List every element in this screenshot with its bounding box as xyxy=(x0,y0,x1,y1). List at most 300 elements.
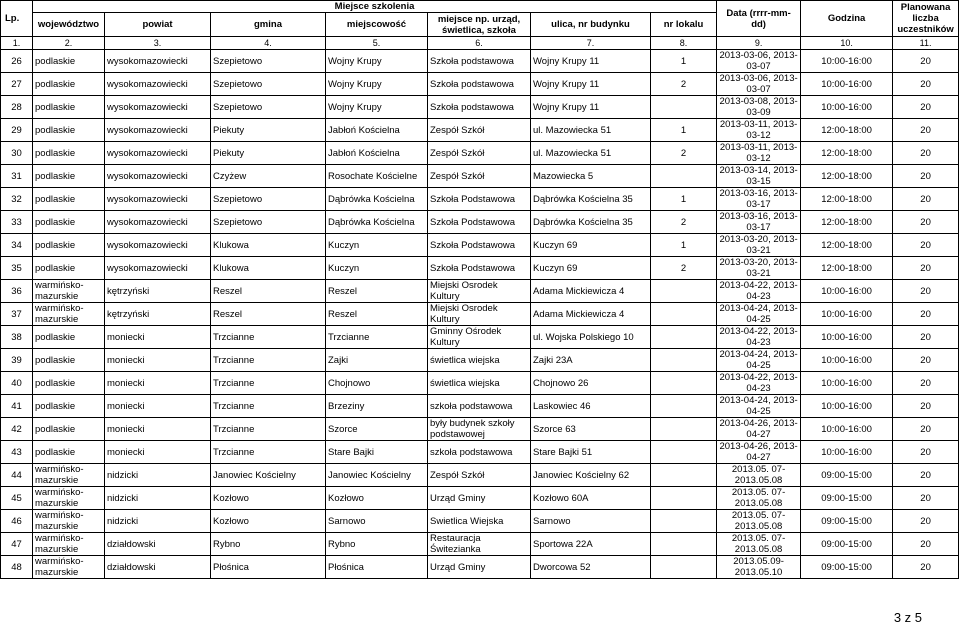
data-cell: 2013.05.09-2013.05.10 xyxy=(717,556,801,579)
miejsce-cell: Szkoła Podstawowa xyxy=(428,257,531,280)
ulica-cell: Kuczyn 69 xyxy=(531,234,651,257)
ulica-cell: Zajki 23A xyxy=(531,349,651,372)
ulica-cell: Wojny Krupy 11 xyxy=(531,73,651,96)
table-row xyxy=(1,487,959,510)
lp-cell: 37 xyxy=(1,303,33,326)
table-row xyxy=(1,165,959,188)
lp-cell: 45 xyxy=(1,487,33,510)
col-number: 9. xyxy=(717,37,801,50)
woj-cell: podlaskie xyxy=(33,73,105,96)
woj-cell: podlaskie xyxy=(33,372,105,395)
gmina-cell: Klukowa xyxy=(211,234,326,257)
miejsce-cell: były budynek szkoły podstawowej xyxy=(428,418,531,441)
gmina-cell: Trzcianne xyxy=(211,418,326,441)
lp-cell: 40 xyxy=(1,372,33,395)
ulica-cell: Dworcowa 52 xyxy=(531,556,651,579)
gmina-cell: Piekuty xyxy=(211,119,326,142)
miejsce-cell: Szkoła podstawowa xyxy=(428,50,531,73)
data-cell: 2013-03-11, 2013-03-12 xyxy=(717,119,801,142)
table-row xyxy=(1,211,959,234)
powiat-cell: wysokomazowiecki xyxy=(105,73,211,96)
table-row xyxy=(1,257,959,280)
lokal-cell xyxy=(651,464,717,487)
table-row xyxy=(1,142,959,165)
gmina-cell: Trzcianne xyxy=(211,395,326,418)
powiat-cell: nidzicki xyxy=(105,510,211,533)
liczba-cell: 20 xyxy=(893,211,959,234)
lokal-cell: 1 xyxy=(651,119,717,142)
woj-cell: podlaskie xyxy=(33,165,105,188)
lp-cell: 35 xyxy=(1,257,33,280)
gmina-cell: Trzcianne xyxy=(211,372,326,395)
liczba-cell: 20 xyxy=(893,142,959,165)
table-row xyxy=(1,395,959,418)
liczba-cell: 20 xyxy=(893,556,959,579)
col-number: 2. xyxy=(33,37,105,50)
ulica-cell: Sarnowo xyxy=(531,510,651,533)
liczba-cell: 20 xyxy=(893,510,959,533)
table-body xyxy=(1,50,959,579)
lokal-cell xyxy=(651,533,717,556)
miejsce-cell: świetlica wiejska xyxy=(428,349,531,372)
powiat-cell: moniecki xyxy=(105,372,211,395)
godzina-cell: 12:00-18:00 xyxy=(801,165,893,188)
lokal-cell xyxy=(651,395,717,418)
godzina-cell: 10:00-16:00 xyxy=(801,326,893,349)
lp-cell: 36 xyxy=(1,280,33,303)
miejscowosc-cell: Dąbrówka Kościelna xyxy=(326,188,428,211)
miejscowosc-cell: Rosochate Kościelne xyxy=(326,165,428,188)
data-cell: 2013-03-06, 2013-03-07 xyxy=(717,73,801,96)
table-row xyxy=(1,418,959,441)
gmina-cell: Trzcianne xyxy=(211,326,326,349)
liczba-cell: 20 xyxy=(893,303,959,326)
woj-cell: warmińsko-mazurskie xyxy=(33,487,105,510)
table-row xyxy=(1,349,959,372)
godzina-cell: 10:00-16:00 xyxy=(801,73,893,96)
miejsce-cell: świetlica wiejska xyxy=(428,372,531,395)
header-miejscowosc: miejscowość xyxy=(326,13,428,37)
miejsce-cell: Restauracja Świtezianka xyxy=(428,533,531,556)
header-woj: województwo xyxy=(33,13,105,37)
gmina-cell: Szepietowo xyxy=(211,50,326,73)
godzina-cell: 12:00-18:00 xyxy=(801,257,893,280)
woj-cell: podlaskie xyxy=(33,349,105,372)
col-number: 3. xyxy=(105,37,211,50)
godzina-cell: 10:00-16:00 xyxy=(801,280,893,303)
data-cell: 2013-03-20, 2013-03-21 xyxy=(717,257,801,280)
gmina-cell: Reszel xyxy=(211,280,326,303)
table-row xyxy=(1,556,959,579)
woj-cell: podlaskie xyxy=(33,211,105,234)
liczba-cell: 20 xyxy=(893,73,959,96)
liczba-cell: 20 xyxy=(893,326,959,349)
gmina-cell: Janowiec Kościelny xyxy=(211,464,326,487)
ulica-cell: Mazowiecka 5 xyxy=(531,165,651,188)
miejscowosc-cell: Jabłoń Kościelna xyxy=(326,142,428,165)
godzina-cell: 10:00-16:00 xyxy=(801,349,893,372)
ulica-cell: ul. Mazowiecka 51 xyxy=(531,119,651,142)
header-liczba: Planowana liczba uczestników xyxy=(893,1,959,37)
miejscowosc-cell: Sarnowo xyxy=(326,510,428,533)
lokal-cell: 1 xyxy=(651,234,717,257)
lokal-cell xyxy=(651,418,717,441)
miejscowosc-cell: Janowiec Kościelny xyxy=(326,464,428,487)
godzina-cell: 10:00-16:00 xyxy=(801,96,893,119)
miejsce-cell: Zespół Szkół xyxy=(428,165,531,188)
liczba-cell: 20 xyxy=(893,533,959,556)
data-cell: 2013-04-24, 2013-04-25 xyxy=(717,395,801,418)
gmina-cell: Szepietowo xyxy=(211,211,326,234)
ulica-cell: Adama Mickiewicza 4 xyxy=(531,280,651,303)
lokal-cell xyxy=(651,487,717,510)
godzina-cell: 12:00-18:00 xyxy=(801,234,893,257)
miejscowosc-cell: Trzcianne xyxy=(326,326,428,349)
lokal-cell: 2 xyxy=(651,211,717,234)
liczba-cell: 20 xyxy=(893,257,959,280)
lokal-cell: 2 xyxy=(651,257,717,280)
lp-cell: 39 xyxy=(1,349,33,372)
powiat-cell: moniecki xyxy=(105,418,211,441)
liczba-cell: 20 xyxy=(893,50,959,73)
col-number: 5. xyxy=(326,37,428,50)
powiat-cell: wysokomazowiecki xyxy=(105,165,211,188)
powiat-cell: wysokomazowiecki xyxy=(105,188,211,211)
table-row xyxy=(1,326,959,349)
woj-cell: podlaskie xyxy=(33,441,105,464)
woj-cell: warmińsko-mazurskie xyxy=(33,510,105,533)
ulica-cell: Kuczyn 69 xyxy=(531,257,651,280)
miejscowosc-cell: Szorce xyxy=(326,418,428,441)
table-row xyxy=(1,96,959,119)
data-cell: 2013-04-22, 2013-04-23 xyxy=(717,326,801,349)
powiat-cell: moniecki xyxy=(105,441,211,464)
lp-cell: 47 xyxy=(1,533,33,556)
data-cell: 2013-04-24, 2013-04-25 xyxy=(717,303,801,326)
ulica-cell: Dąbrówka Kościelna 35 xyxy=(531,211,651,234)
liczba-cell: 20 xyxy=(893,280,959,303)
table-row xyxy=(1,441,959,464)
liczba-cell: 20 xyxy=(893,487,959,510)
gmina-cell: Rybno xyxy=(211,533,326,556)
woj-cell: warmińsko-mazurskie xyxy=(33,280,105,303)
powiat-cell: działdowski xyxy=(105,533,211,556)
lp-cell: 42 xyxy=(1,418,33,441)
godzina-cell: 09:00-15:00 xyxy=(801,487,893,510)
woj-cell: podlaskie xyxy=(33,395,105,418)
lokal-cell: 1 xyxy=(651,50,717,73)
miejscowosc-cell: Kuczyn xyxy=(326,257,428,280)
miejsce-cell: Szkoła Podstawowa xyxy=(428,234,531,257)
miejscowosc-cell: Chojnowo xyxy=(326,372,428,395)
miejsce-cell: Miejski Osrodek Kultury xyxy=(428,280,531,303)
godzina-cell: 10:00-16:00 xyxy=(801,441,893,464)
miejscowosc-cell: Kozłowo xyxy=(326,487,428,510)
godzina-cell: 12:00-18:00 xyxy=(801,142,893,165)
data-cell: 2013.05. 07-2013.05.08 xyxy=(717,464,801,487)
powiat-cell: wysokomazowiecki xyxy=(105,234,211,257)
lp-cell: 26 xyxy=(1,50,33,73)
table-row xyxy=(1,234,959,257)
liczba-cell: 20 xyxy=(893,119,959,142)
lokal-cell xyxy=(651,326,717,349)
data-cell: 2013-04-24, 2013-04-25 xyxy=(717,349,801,372)
data-cell: 2013-03-11, 2013-03-12 xyxy=(717,142,801,165)
header-ulica: ulica, nr budynku xyxy=(531,13,651,37)
lokal-cell xyxy=(651,280,717,303)
miejscowosc-cell: Płośnica xyxy=(326,556,428,579)
ulica-cell: ul. Wojska Polskiego 10 xyxy=(531,326,651,349)
powiat-cell: działdowski xyxy=(105,556,211,579)
table-row xyxy=(1,372,959,395)
miejsce-cell: szkoła podstawowa xyxy=(428,395,531,418)
lokal-cell xyxy=(651,165,717,188)
godzina-cell: 09:00-15:00 xyxy=(801,464,893,487)
data-cell: 2013-03-06, 2013-03-07 xyxy=(717,50,801,73)
ulica-cell: Laskowiec 46 xyxy=(531,395,651,418)
powiat-cell: moniecki xyxy=(105,395,211,418)
lp-cell: 33 xyxy=(1,211,33,234)
data-cell: 2013-04-26, 2013-04-27 xyxy=(717,418,801,441)
woj-cell: podlaskie xyxy=(33,326,105,349)
data-cell: 2013-04-22, 2013-04-23 xyxy=(717,372,801,395)
ulica-cell: Stare Bajki 51 xyxy=(531,441,651,464)
lokal-cell: 2 xyxy=(651,73,717,96)
ulica-cell: Dąbrówka Kościelna 35 xyxy=(531,188,651,211)
miejsce-cell: Szkoła podstawowa xyxy=(428,73,531,96)
woj-cell: podlaskie xyxy=(33,96,105,119)
liczba-cell: 20 xyxy=(893,464,959,487)
lokal-cell xyxy=(651,303,717,326)
miejscowosc-cell: Reszel xyxy=(326,280,428,303)
header-lokal: nr lokalu xyxy=(651,13,717,37)
table-row xyxy=(1,533,959,556)
miejscowosc-cell: Zajki xyxy=(326,349,428,372)
data-cell: 2013.05. 07-2013.05.08 xyxy=(717,487,801,510)
godzina-cell: 10:00-16:00 xyxy=(801,50,893,73)
miejsce-cell: Zespół Szkół xyxy=(428,142,531,165)
table-row xyxy=(1,119,959,142)
miejscowosc-cell: Wojny Krupy xyxy=(326,96,428,119)
ulica-cell: Wojny Krupy 11 xyxy=(531,50,651,73)
liczba-cell: 20 xyxy=(893,441,959,464)
powiat-cell: kętrzyński xyxy=(105,303,211,326)
woj-cell: podlaskie xyxy=(33,257,105,280)
page-indicator: 3 z 5 xyxy=(893,610,922,625)
miejsce-cell: Szkoła Podstawowa xyxy=(428,211,531,234)
miejscowosc-cell: Wojny Krupy xyxy=(326,73,428,96)
lokal-cell xyxy=(651,556,717,579)
liczba-cell: 20 xyxy=(893,96,959,119)
lp-cell: 41 xyxy=(1,395,33,418)
col-number: 10. xyxy=(801,37,893,50)
woj-cell: warmińsko-mazurskie xyxy=(33,303,105,326)
lp-cell: 32 xyxy=(1,188,33,211)
lokal-cell: 1 xyxy=(651,188,717,211)
miejscowosc-cell: Jabłoń Kościelna xyxy=(326,119,428,142)
liczba-cell: 20 xyxy=(893,418,959,441)
lp-cell: 27 xyxy=(1,73,33,96)
header-data: Data (rrrr-mm-dd) xyxy=(717,1,801,37)
data-cell: 2013-03-16, 2013-03-17 xyxy=(717,211,801,234)
col-number: 1. xyxy=(1,37,33,50)
powiat-cell: wysokomazowiecki xyxy=(105,96,211,119)
gmina-cell: Kozłowo xyxy=(211,510,326,533)
lp-cell: 28 xyxy=(1,96,33,119)
lokal-cell: 2 xyxy=(651,142,717,165)
powiat-cell: wysokomazowiecki xyxy=(105,142,211,165)
miejscowosc-cell: Dąbrówka Kościelna xyxy=(326,211,428,234)
miejscowosc-cell: Rybno xyxy=(326,533,428,556)
miejscowosc-cell: Reszel xyxy=(326,303,428,326)
col-number: 7. xyxy=(531,37,651,50)
lp-cell: 48 xyxy=(1,556,33,579)
liczba-cell: 20 xyxy=(893,372,959,395)
miejsce-cell: Swietlica Wiejska xyxy=(428,510,531,533)
woj-cell: podlaskie xyxy=(33,142,105,165)
powiat-cell: nidzicki xyxy=(105,464,211,487)
miejsce-cell: Zespół Szkół xyxy=(428,119,531,142)
godzina-cell: 10:00-16:00 xyxy=(801,418,893,441)
gmina-cell: Trzcianne xyxy=(211,441,326,464)
miejscowosc-cell: Stare Bajki xyxy=(326,441,428,464)
miejsce-cell: Gminny Ośrodek Kultury xyxy=(428,326,531,349)
data-cell: 2013-03-16, 2013-03-17 xyxy=(717,188,801,211)
gmina-cell: Piekuty xyxy=(211,142,326,165)
table-row xyxy=(1,50,959,73)
gmina-cell: Szepietowo xyxy=(211,73,326,96)
powiat-cell: kętrzyński xyxy=(105,280,211,303)
miejscowosc-cell: Kuczyn xyxy=(326,234,428,257)
godzina-cell: 09:00-15:00 xyxy=(801,533,893,556)
godzina-cell: 09:00-15:00 xyxy=(801,510,893,533)
lp-cell: 34 xyxy=(1,234,33,257)
godzina-cell: 09:00-15:00 xyxy=(801,556,893,579)
gmina-cell: Czyżew xyxy=(211,165,326,188)
powiat-cell: wysokomazowiecki xyxy=(105,257,211,280)
header-lp: Lp. xyxy=(1,1,33,37)
header-powiat: powiat xyxy=(105,13,211,37)
ulica-cell: Sportowa 22A xyxy=(531,533,651,556)
ulica-cell: Kozłowo 60A xyxy=(531,487,651,510)
liczba-cell: 20 xyxy=(893,234,959,257)
powiat-cell: wysokomazowiecki xyxy=(105,50,211,73)
godzina-cell: 10:00-16:00 xyxy=(801,372,893,395)
powiat-cell: moniecki xyxy=(105,349,211,372)
table-row xyxy=(1,510,959,533)
header-group: Miejsce szkolenia xyxy=(33,1,717,13)
woj-cell: warmińsko-mazurskie xyxy=(33,464,105,487)
data-cell: 2013-03-08, 2013-03-09 xyxy=(717,96,801,119)
column-number-row xyxy=(1,37,959,50)
data-cell: 2013-04-22, 2013-04-23 xyxy=(717,280,801,303)
ulica-cell: Wojny Krupy 11 xyxy=(531,96,651,119)
data-cell: 2013.05. 07-2013.05.08 xyxy=(717,533,801,556)
woj-cell: podlaskie xyxy=(33,188,105,211)
col-number: 6. xyxy=(428,37,531,50)
lokal-cell xyxy=(651,349,717,372)
lp-cell: 29 xyxy=(1,119,33,142)
lp-cell: 44 xyxy=(1,464,33,487)
godzina-cell: 10:00-16:00 xyxy=(801,303,893,326)
miejsce-cell: Urząd Gminy xyxy=(428,487,531,510)
woj-cell: warmińsko-mazurskie xyxy=(33,533,105,556)
header-godzina: Godzina xyxy=(801,1,893,37)
table-row xyxy=(1,464,959,487)
lp-cell: 43 xyxy=(1,441,33,464)
miejsce-cell: szkoła podstawowa xyxy=(428,441,531,464)
header-gmina: gmina xyxy=(211,13,326,37)
woj-cell: podlaskie xyxy=(33,119,105,142)
woj-cell: podlaskie xyxy=(33,50,105,73)
table-row xyxy=(1,303,959,326)
godzina-cell: 10:00-16:00 xyxy=(801,395,893,418)
data-cell: 2013.05. 07-2013.05.08 xyxy=(717,510,801,533)
lp-cell: 38 xyxy=(1,326,33,349)
lp-cell: 31 xyxy=(1,165,33,188)
lokal-cell xyxy=(651,96,717,119)
powiat-cell: wysokomazowiecki xyxy=(105,211,211,234)
lokal-cell xyxy=(651,510,717,533)
woj-cell: podlaskie xyxy=(33,234,105,257)
powiat-cell: wysokomazowiecki xyxy=(105,119,211,142)
ulica-cell: Szorce 63 xyxy=(531,418,651,441)
gmina-cell: Reszel xyxy=(211,303,326,326)
liczba-cell: 20 xyxy=(893,349,959,372)
miejsce-cell: Miejski Osrodek Kultury xyxy=(428,303,531,326)
miejscowosc-cell: Wojny Krupy xyxy=(326,50,428,73)
liczba-cell: 20 xyxy=(893,395,959,418)
godzina-cell: 12:00-18:00 xyxy=(801,188,893,211)
lokal-cell xyxy=(651,441,717,464)
liczba-cell: 20 xyxy=(893,188,959,211)
powiat-cell: moniecki xyxy=(105,326,211,349)
ulica-cell: Adama Mickiewicza 4 xyxy=(531,303,651,326)
gmina-cell: Szepietowo xyxy=(211,188,326,211)
gmina-cell: Trzcianne xyxy=(211,349,326,372)
gmina-cell: Szepietowo xyxy=(211,96,326,119)
miejsce-cell: Szkoła Podstawowa xyxy=(428,188,531,211)
miejscowosc-cell: Brzeziny xyxy=(326,395,428,418)
liczba-cell: 20 xyxy=(893,165,959,188)
table-row xyxy=(1,280,959,303)
table-row xyxy=(1,188,959,211)
data-cell: 2013-03-20, 2013-03-21 xyxy=(717,234,801,257)
ulica-cell: Janowiec Kościelny 62 xyxy=(531,464,651,487)
ulica-cell: Chojnowo 26 xyxy=(531,372,651,395)
woj-cell: warmińsko-mazurskie xyxy=(33,556,105,579)
miejsce-cell: Urząd Gminy xyxy=(428,556,531,579)
col-number: 4. xyxy=(211,37,326,50)
table-row xyxy=(1,73,959,96)
powiat-cell: nidzicki xyxy=(105,487,211,510)
lokal-cell xyxy=(651,372,717,395)
col-number: 11. xyxy=(893,37,959,50)
lp-cell: 46 xyxy=(1,510,33,533)
miejsce-cell: Szkoła podstawowa xyxy=(428,96,531,119)
data-cell: 2013-04-26, 2013-04-27 xyxy=(717,441,801,464)
data-cell: 2013-03-14, 2013-03-15 xyxy=(717,165,801,188)
ulica-cell: ul. Mazowiecka 51 xyxy=(531,142,651,165)
gmina-cell: Klukowa xyxy=(211,257,326,280)
col-number: 8. xyxy=(651,37,717,50)
header-miejsce: miejsce np. urząd, świetlica, szkoła xyxy=(428,13,531,37)
gmina-cell: Płośnica xyxy=(211,556,326,579)
woj-cell: podlaskie xyxy=(33,418,105,441)
godzina-cell: 12:00-18:00 xyxy=(801,119,893,142)
miejsce-cell: Zespół Szkół xyxy=(428,464,531,487)
godzina-cell: 12:00-18:00 xyxy=(801,211,893,234)
